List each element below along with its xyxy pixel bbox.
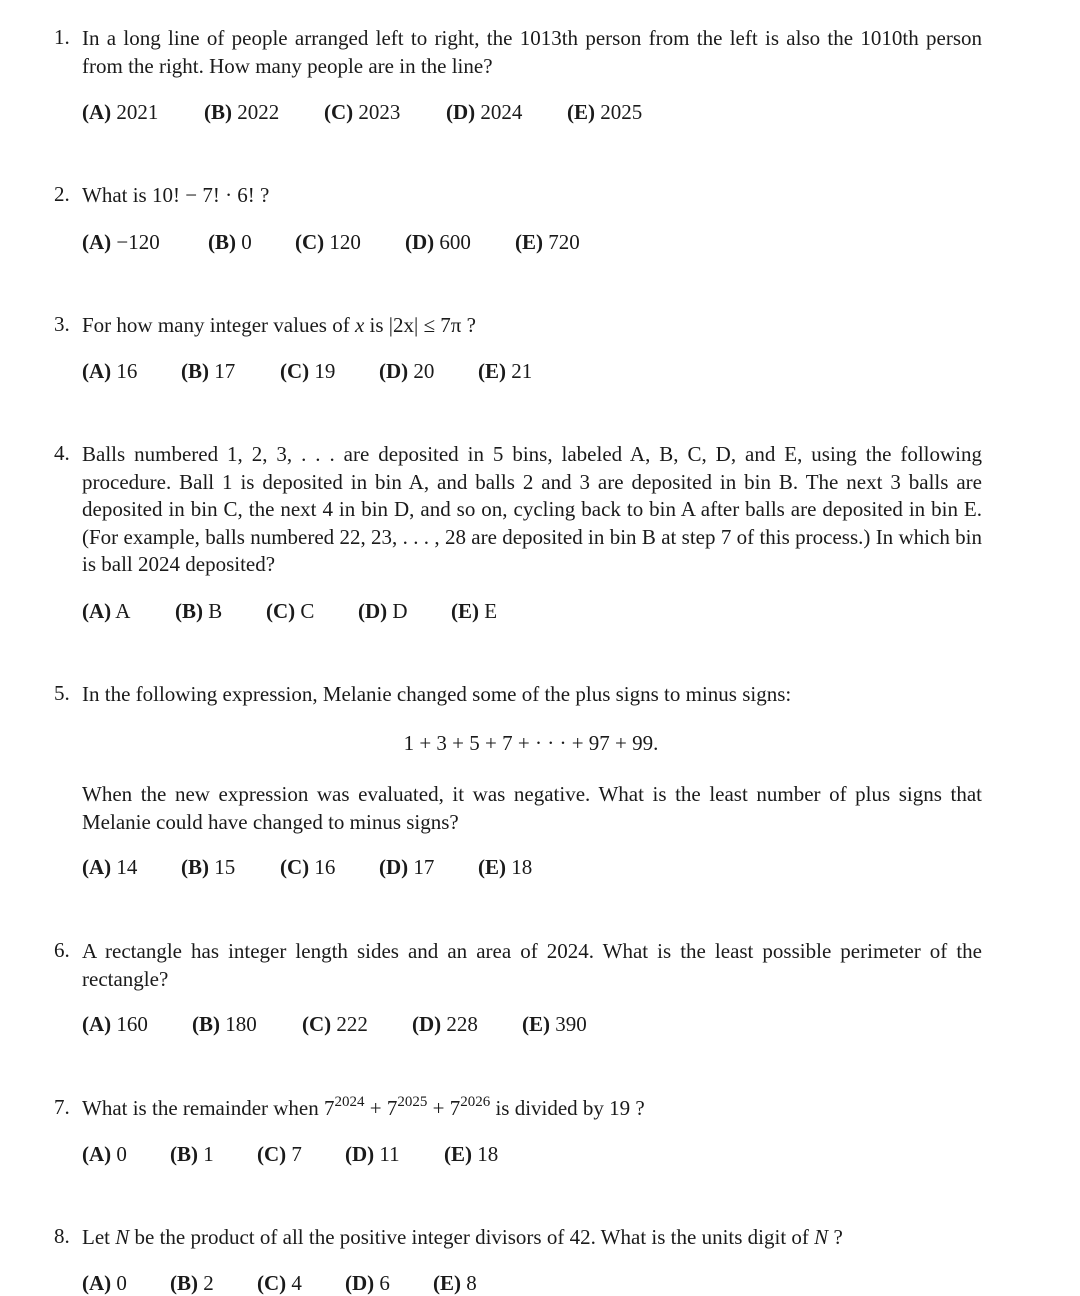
problem-number: 2. bbox=[54, 182, 70, 206]
choice-value: A bbox=[115, 599, 131, 623]
choice-value: 21 bbox=[511, 359, 533, 383]
problem-1 bbox=[0, 25, 1080, 80]
choice-value: 11 bbox=[379, 1142, 400, 1166]
choice-value: 0 bbox=[241, 230, 252, 254]
problem-question bbox=[82, 312, 982, 340]
choice-a[interactable] bbox=[82, 100, 204, 125]
power-base: 7 bbox=[449, 1096, 461, 1120]
choice-value: 2021 bbox=[116, 100, 159, 124]
choice-e[interactable] bbox=[444, 1142, 498, 1167]
choice-label: (E) bbox=[515, 230, 543, 254]
choice-value: 2 bbox=[203, 1271, 214, 1295]
problem-3 bbox=[0, 312, 1080, 340]
choice-value: 18 bbox=[477, 1142, 499, 1166]
choice-label: (D) bbox=[358, 599, 388, 623]
choice-c[interactable] bbox=[257, 1271, 345, 1296]
choice-label: (D) bbox=[412, 1012, 442, 1036]
choice-b[interactable] bbox=[181, 855, 280, 880]
problem-6 bbox=[0, 938, 1080, 993]
question-text: Let bbox=[82, 1225, 116, 1249]
choice-a[interactable] bbox=[82, 1142, 170, 1167]
choice-label: (B) bbox=[181, 855, 209, 879]
choice-label: (B) bbox=[175, 599, 203, 623]
choice-label: (B) bbox=[170, 1142, 198, 1166]
choice-value: 14 bbox=[116, 855, 138, 879]
choice-label: (B) bbox=[204, 100, 232, 124]
choice-label: (D) bbox=[345, 1271, 375, 1295]
choice-label: (C) bbox=[302, 1012, 332, 1036]
plus-sign: + bbox=[364, 1096, 387, 1120]
choice-e[interactable] bbox=[478, 855, 532, 880]
choice-a[interactable] bbox=[82, 855, 181, 880]
choice-b[interactable] bbox=[204, 100, 324, 125]
choice-value: 0 bbox=[116, 1271, 127, 1295]
problem-number: 6. bbox=[54, 938, 70, 962]
problem-number: 8. bbox=[54, 1224, 70, 1248]
choice-value: 20 bbox=[413, 359, 435, 383]
choice-label: (D) bbox=[379, 359, 409, 383]
question-text: is |2x| ≤ 7π ? bbox=[364, 313, 476, 337]
choice-b[interactable] bbox=[208, 230, 295, 255]
variable-x: x bbox=[354, 313, 365, 337]
choice-value: 16 bbox=[314, 855, 336, 879]
choice-label: (A) bbox=[82, 359, 112, 383]
choice-label: (A) bbox=[82, 599, 112, 623]
choice-label: (A) bbox=[82, 100, 112, 124]
choice-label: (B) bbox=[170, 1271, 198, 1295]
choice-c[interactable] bbox=[257, 1142, 345, 1167]
choice-label: (E) bbox=[522, 1012, 550, 1036]
choice-value: −120 bbox=[116, 230, 160, 254]
problem-number: 3. bbox=[54, 312, 70, 336]
choice-value: 17 bbox=[413, 855, 435, 879]
choice-value: 16 bbox=[116, 359, 138, 383]
problem-question: What is 10! − 7! · 6! ? bbox=[82, 183, 270, 207]
choice-e[interactable] bbox=[567, 100, 642, 125]
problem-number: 1. bbox=[54, 25, 70, 49]
choice-value: 8 bbox=[466, 1271, 477, 1295]
choice-label: (C) bbox=[324, 100, 354, 124]
problem-2 bbox=[0, 182, 1080, 210]
choice-value: 120 bbox=[329, 230, 361, 254]
problem-question: Balls numbered 1, 2, 3, . . . are deposited in 5 bins, labeled A, B, C, D, and E, using the following procedure. Ball 1 is deposited in bin A, and balls 2 and 3 are deposited in bin B. The next 3 balls are deposited in bin C, the next 4 in bin D, and so on, cycling back to bin A after balls are deposited in bin E. (For example, balls numbered 22, 23, . . . , 28 are deposited in bin B at step 7 of this process.) In which bin is ball 2024 deposited? bbox=[82, 442, 982, 576]
choice-a[interactable] bbox=[82, 359, 181, 384]
problem-question: A rectangle has integer length sides and an area of 2024. What is the least possible perimeter of the rectangle? bbox=[82, 939, 982, 991]
choice-c[interactable] bbox=[280, 359, 379, 384]
problem-number: 4. bbox=[54, 441, 70, 465]
choice-value: 228 bbox=[446, 1012, 478, 1036]
choice-d[interactable] bbox=[345, 1271, 433, 1296]
answer-choices-8 bbox=[82, 1271, 477, 1296]
choice-c[interactable] bbox=[302, 1012, 412, 1037]
plus-sign: + bbox=[427, 1096, 450, 1120]
variable-n: N bbox=[814, 1225, 829, 1249]
choice-value: 0 bbox=[116, 1142, 127, 1166]
choice-d[interactable] bbox=[345, 1142, 444, 1167]
power-exponent: 2026 bbox=[460, 1094, 491, 1110]
answer-choices-2 bbox=[82, 230, 580, 255]
answer-choices-5 bbox=[82, 855, 532, 880]
choice-value: E bbox=[484, 599, 498, 623]
choice-value: 1 bbox=[203, 1142, 214, 1166]
choice-a[interactable] bbox=[82, 230, 208, 255]
choice-d[interactable] bbox=[379, 359, 478, 384]
choice-value: C bbox=[300, 599, 315, 623]
math-expression: 1 + 3 + 5 + 7 + · · · + 97 + 99. bbox=[403, 731, 659, 755]
problem-7 bbox=[0, 1095, 1080, 1123]
choice-label: (E) bbox=[567, 100, 595, 124]
choice-a[interactable] bbox=[82, 1271, 170, 1296]
choice-label: (A) bbox=[82, 1012, 112, 1036]
choice-b[interactable] bbox=[175, 599, 266, 624]
choice-d[interactable] bbox=[446, 100, 567, 125]
choice-label: (C) bbox=[257, 1142, 287, 1166]
answer-choices-4 bbox=[82, 599, 497, 624]
answer-choices-7 bbox=[82, 1142, 498, 1167]
choice-value: 600 bbox=[439, 230, 471, 254]
choice-value: 222 bbox=[336, 1012, 368, 1036]
choice-a[interactable] bbox=[82, 599, 175, 624]
power-base: 7 bbox=[386, 1096, 398, 1120]
choice-label: (E) bbox=[451, 599, 479, 623]
choice-label: (D) bbox=[379, 855, 409, 879]
choice-e[interactable] bbox=[433, 1271, 477, 1296]
choice-d[interactable] bbox=[358, 599, 451, 624]
problem-question: In the following expression, Melanie changed some of the plus signs to minus signs: bbox=[82, 682, 792, 706]
choice-d[interactable] bbox=[412, 1012, 522, 1037]
answer-choices-3 bbox=[82, 359, 532, 384]
choice-value: 15 bbox=[214, 855, 236, 879]
choice-label: (C) bbox=[280, 359, 310, 383]
choice-label: (D) bbox=[446, 100, 476, 124]
choice-value: 6 bbox=[379, 1271, 390, 1295]
choice-label: (C) bbox=[266, 599, 296, 623]
choice-c[interactable] bbox=[280, 855, 379, 880]
choice-c[interactable] bbox=[324, 100, 446, 125]
choice-value: 4 bbox=[291, 1271, 302, 1295]
choice-e[interactable] bbox=[478, 359, 532, 384]
choice-b[interactable] bbox=[170, 1271, 257, 1296]
choice-d[interactable] bbox=[379, 855, 478, 880]
choice-b[interactable] bbox=[170, 1142, 257, 1167]
choice-a[interactable] bbox=[82, 1012, 192, 1037]
variable-n: N bbox=[115, 1225, 130, 1249]
choice-label: (A) bbox=[82, 230, 112, 254]
answer-choices-1 bbox=[82, 100, 642, 125]
choice-value: B bbox=[208, 599, 223, 623]
problem-4 bbox=[0, 441, 1080, 579]
choice-label: (C) bbox=[280, 855, 310, 879]
problem-question bbox=[82, 1095, 982, 1123]
choice-e[interactable] bbox=[451, 599, 497, 624]
choice-c[interactable] bbox=[266, 599, 358, 624]
choice-value: 390 bbox=[555, 1012, 587, 1036]
choice-value: 17 bbox=[214, 359, 236, 383]
choice-label: (E) bbox=[478, 855, 506, 879]
choice-b[interactable] bbox=[192, 1012, 302, 1037]
choice-label: (D) bbox=[405, 230, 435, 254]
choice-label: (B) bbox=[208, 230, 236, 254]
choice-value: 2025 bbox=[600, 100, 643, 124]
question-text: For how many integer values of bbox=[82, 313, 355, 337]
problem-5 bbox=[0, 681, 1080, 709]
power-base: 7 bbox=[324, 1096, 335, 1120]
question-text: is divided by 19 ? bbox=[490, 1096, 645, 1120]
choice-label: (E) bbox=[444, 1142, 472, 1166]
choice-e[interactable] bbox=[522, 1012, 587, 1037]
choice-value: 7 bbox=[291, 1142, 302, 1166]
choice-value: 19 bbox=[314, 359, 336, 383]
choice-label: (D) bbox=[345, 1142, 375, 1166]
problem-question bbox=[82, 1224, 982, 1252]
choice-value: D bbox=[392, 599, 408, 623]
choice-value: 18 bbox=[511, 855, 533, 879]
choice-b[interactable] bbox=[181, 359, 280, 384]
choice-value: 180 bbox=[225, 1012, 257, 1036]
answer-choices-6 bbox=[82, 1012, 587, 1037]
question-text: ? bbox=[828, 1225, 843, 1249]
choice-value: 2024 bbox=[480, 100, 523, 124]
choice-value: 160 bbox=[116, 1012, 148, 1036]
choice-label: (E) bbox=[433, 1271, 461, 1295]
question-text: What is the remainder when bbox=[82, 1096, 324, 1120]
problem-5-continued bbox=[0, 781, 1080, 836]
choice-label: (E) bbox=[478, 359, 506, 383]
problem-question-continued: When the new expression was evaluated, it was negative. What is the least number of plus signs that Melanie could have changed to minus signs? bbox=[82, 782, 982, 834]
problem-number: 5. bbox=[54, 681, 70, 705]
power-exponent: 2024 bbox=[334, 1094, 365, 1110]
choice-label: (A) bbox=[82, 1142, 112, 1166]
choice-label: (A) bbox=[82, 1271, 112, 1295]
problem-8 bbox=[0, 1224, 1080, 1252]
power-exponent: 2025 bbox=[397, 1094, 428, 1110]
choice-d[interactable] bbox=[405, 230, 515, 255]
choice-c[interactable] bbox=[295, 230, 405, 255]
choice-label: (C) bbox=[257, 1271, 287, 1295]
choice-label: (B) bbox=[181, 359, 209, 383]
choice-label: (B) bbox=[192, 1012, 220, 1036]
question-text: be the product of all the positive integer divisors of 42. What is the units digit of bbox=[129, 1225, 815, 1249]
choice-e[interactable] bbox=[515, 230, 580, 255]
problem-question: In a long line of people arranged left to right, the 1013th person from the left is also the 1010th person from the right. How many people are in the line? bbox=[82, 26, 982, 78]
choice-value: 720 bbox=[548, 230, 580, 254]
choice-label: (A) bbox=[82, 855, 112, 879]
choice-value: 2022 bbox=[237, 100, 280, 124]
problem-number: 7. bbox=[54, 1095, 70, 1119]
choice-label: (C) bbox=[295, 230, 325, 254]
choice-value: 2023 bbox=[358, 100, 401, 124]
